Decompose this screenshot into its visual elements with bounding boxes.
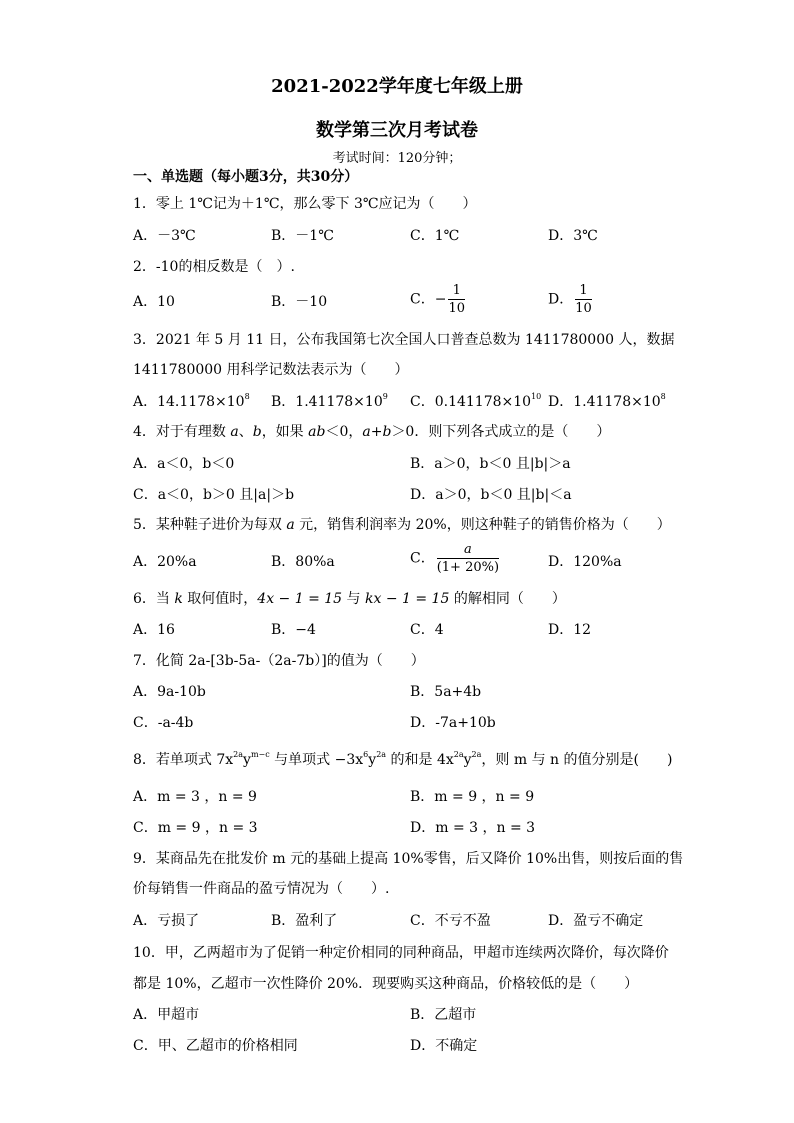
q9-option-a: A．亏损了: [133, 913, 200, 929]
q9-option-d: D．盈亏不确定: [548, 913, 644, 929]
question-6: [133, 588, 566, 608]
q3-a-exponent: 8: [244, 392, 250, 401]
q1-option-c: C．1℃: [410, 228, 460, 244]
question-8: [133, 749, 672, 769]
q6-option-c: C．4: [410, 622, 444, 638]
q5-text-1: 5．某种鞋子进价为每双: [133, 517, 287, 533]
q10-option-a: A．甲超市: [133, 1007, 200, 1023]
exam-title-line1: 2021-2022学年度七年级上册: [271, 76, 523, 97]
q4-var-a2: a: [362, 424, 371, 440]
q3-a-base: A．14.1178×10: [133, 394, 245, 410]
q5-option-b: B．80%a: [271, 554, 335, 570]
question-10-line-1: 10．甲，乙两超市为了促销一种定价相同的同种商品，甲超市连续两次降价，每次降价: [133, 945, 669, 961]
q6-text-3: 与: [342, 591, 365, 607]
q9-option-c: C．不亏不盈: [410, 913, 491, 929]
q8-exp-2: m−c: [250, 750, 270, 759]
q6-text-2: 取何值时，: [182, 591, 258, 607]
q3-option-c: [410, 391, 541, 411]
question-7: 7．化简 2a-[3b-5a-（2a-7b）]的值为（ ）: [133, 653, 425, 669]
q4-text-4: ＜0，: [325, 424, 363, 440]
q7-option-b: B．5a+4b: [410, 684, 482, 700]
q8-exp-5: 2a: [453, 750, 464, 759]
fraction-denominator: 10: [575, 301, 592, 316]
fraction-denominator: (1+ 20%): [436, 560, 500, 575]
q6-option-d: D．12: [548, 622, 592, 638]
q6-var-k: k: [174, 591, 183, 607]
q10-option-b: B．乙超市: [410, 1007, 477, 1023]
q6-option-b: B．−4: [271, 622, 316, 638]
question-9-line-1: 9．某商品先在批发价 m 元的基础上提高 10%零售，后又降价 10%出售，则按后面的售: [133, 851, 684, 867]
q6-equation-2: kx − 1 = 15: [365, 591, 450, 607]
q6-text-4: 的解相同（ ）: [449, 591, 566, 607]
q3-d-base: D．1.41178×10: [548, 394, 661, 410]
q5-option-a: A．20%a: [133, 554, 197, 570]
q2-option-c-fraction: [448, 282, 465, 317]
q4-var-ab: ab: [308, 424, 326, 440]
question-3-line-2: 1411780000 用科学记数法表示为（ ）: [133, 362, 409, 378]
q4-text-2: 、: [238, 424, 253, 440]
q8-text-3: 与单项式 −3x: [269, 752, 364, 768]
q1-option-a: A．－3℃: [133, 228, 196, 244]
q2-option-d-prefix: D．: [548, 291, 574, 308]
q8-text-4: y: [368, 752, 377, 768]
question-2: 2．-10的相反数是（ ）.: [133, 259, 295, 275]
q4-text-6: ＞0．则下列各式成立的是（ ）: [391, 424, 611, 440]
q6-option-a: A．16: [133, 622, 175, 638]
q4-var-b2: b: [382, 424, 392, 440]
q5-text-2: 元，销售利润率为 20%，则这种鞋子的销售价格为（ ）: [294, 517, 671, 533]
q4-var-a: a: [230, 424, 239, 440]
q7-option-c: C．-a-4b: [133, 715, 194, 731]
q2-option-a: A．10: [133, 294, 175, 310]
q8-exp-6: 2a: [471, 750, 482, 759]
section-heading-single-choice: 一、单选题（每小题3分，共30分）: [133, 169, 359, 185]
fraction-denominator: 10: [448, 301, 465, 316]
question-3-line-1: 3．2021 年 5 月 11 日，公布我国第七次全国人口普查总数为 1411780000 人，数据: [133, 332, 675, 348]
q5-option-c-fraction: [437, 541, 499, 576]
q3-option-a: [133, 391, 250, 411]
question-5: [133, 514, 671, 534]
q8-exp-4: 2a: [376, 750, 387, 759]
q10-option-c: C．甲、乙超市的价格相同: [133, 1038, 298, 1054]
q5-option-c-prefix: C．: [410, 550, 435, 567]
q2-option-c-prefix: C．−: [410, 291, 447, 308]
q4-option-a: A．a＜0，b＜0: [133, 456, 235, 472]
q1-option-d: D．3℃: [548, 228, 598, 244]
q8-text-1: 8．若单项式 7x: [133, 752, 234, 768]
q8-option-c: C．m = 9 ，n = 3: [133, 820, 258, 836]
q5-var-a: a: [286, 517, 295, 533]
q3-option-d: [548, 391, 666, 411]
q3-b-exponent: 9: [382, 392, 388, 401]
q7-option-a: A．9a-10b: [133, 684, 206, 700]
q2-option-b: B．－10: [271, 294, 328, 310]
fraction-numerator: 1: [448, 282, 465, 300]
q5-c-numerator-var: a: [464, 542, 472, 557]
exam-title-line2: 数学第三次月考试卷: [316, 120, 478, 141]
question-4: [133, 421, 610, 441]
q4-option-b: B．a＞0，b＜0 且|b|＞a: [410, 456, 571, 472]
q8-text-6: y: [463, 752, 472, 768]
q3-option-b: [271, 391, 388, 411]
q4-option-d: D．a＞0，b＜0 且|b|＜a: [410, 487, 572, 503]
q8-text-2: y: [243, 752, 251, 768]
q9-option-b: B．盈利了: [271, 913, 338, 929]
exam-time: 考试时间：120分钟；: [332, 151, 462, 166]
q3-d-exponent: 8: [660, 392, 666, 401]
q3-b-base: B．1.41178×10: [271, 394, 383, 410]
q5-option-c: [410, 541, 501, 576]
q3-c-base: C．0.141178×10: [410, 394, 532, 410]
q2-option-c: [410, 282, 467, 317]
q4-option-c: C．a＜0，b＞0 且|a|＞b: [133, 487, 295, 503]
q5-option-d: D．120%a: [548, 554, 622, 570]
q8-exp-3: 6: [363, 750, 369, 759]
q1-option-b: B．－1℃: [271, 228, 334, 244]
fraction-numerator: [437, 541, 499, 559]
q8-option-a: A．m = 3 ，n = 9: [133, 789, 257, 805]
q2-option-d-fraction: [575, 282, 592, 317]
question-1: 1．零上 1℃记为＋1℃，那么零下 3℃应记为（ ）: [133, 196, 477, 212]
q4-text-3: ，如果: [261, 424, 309, 440]
q6-equation-1: 4x − 1 = 15: [257, 591, 343, 607]
q8-option-d: D．m = 3 ，n = 3: [410, 820, 536, 836]
q8-exp-1: 2a: [233, 750, 244, 759]
q4-var-b: b: [252, 424, 262, 440]
question-10-line-2: 都是 10%，乙超市一次性降价 20%．现要购买这种商品，价格较低的是（ ）: [133, 976, 639, 992]
q2-option-d: [548, 282, 594, 317]
q4-text-1: 4．对于有理数: [133, 424, 231, 440]
fraction-numerator: 1: [575, 282, 592, 300]
q10-option-d: D．不确定: [410, 1038, 478, 1054]
q3-c-exponent: 10: [531, 392, 542, 401]
q8-text-7: ，则 m 与 n 的值分别是( ): [481, 752, 673, 768]
q6-text-1: 6．当: [133, 591, 175, 607]
q7-option-d: D．-7a+10b: [410, 715, 496, 731]
q4-text-5: +: [370, 424, 383, 440]
question-9-line-2: 价每销售一件商品的盈亏情况为（ ）.: [133, 881, 390, 897]
q8-option-b: B．m = 9 ，n = 9: [410, 789, 535, 805]
q8-text-5: 的和是 4x: [386, 752, 454, 768]
